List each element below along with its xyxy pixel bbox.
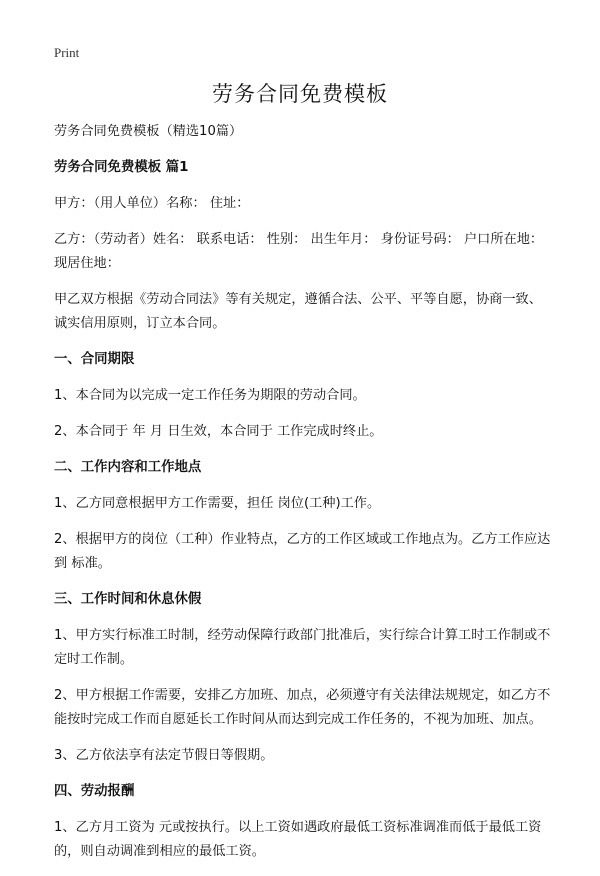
section-heading: 劳务合同免费模板 篇1 xyxy=(54,160,189,175)
paragraph: 1、甲方实行标准工时制，经劳动保障行政部门批准后，实行综合计算工时工作制或不定时工作制。 xyxy=(54,628,551,667)
heading-remuneration: 四、劳动报酬 xyxy=(54,784,135,799)
heading-work-hours: 三、工作时间和休息休假 xyxy=(54,592,202,607)
document-body xyxy=(54,120,554,876)
paragraph: 1、乙方月工资为 元或按执行。以上工资如遇政府最低工资标准调准而低于最低工资的，则自动调准到相应的最低工资。 xyxy=(54,820,542,859)
paragraph: 2、甲方根据工作需要，安排乙方加班、加点，必须遵守有关法律法规规定，如乙方不能按时完成工作而自愿延长工作时间从而达到完成工作任务的，不视为加班、加点。 xyxy=(54,688,551,727)
party-b-paragraph: 乙方：（劳动者）姓名： 联系电话： 性别： 出生年月： 身份证号码： 户口所在地： 现居住地： xyxy=(54,232,544,271)
paragraph: 3、乙方依法享有法定节假日等假期。 xyxy=(54,748,274,763)
heading-contract-term: 一、合同期限 xyxy=(54,352,135,367)
paragraph: 1、本合同为以完成一定工作任务为期限的劳动合同。 xyxy=(54,388,366,403)
intro-paragraph: 甲乙双方根据《劳动合同法》等有关规定，遵循合法、公平、平等自愿，协商一致、诚实信用原则，订立本合同。 xyxy=(54,292,542,331)
paragraph: 2、根据甲方的岗位（工种）作业特点，乙方的工作区域或工作地点为。乙方工作应达到 标准。 xyxy=(54,532,551,571)
page-title: 劳务合同免费模板 xyxy=(212,82,388,106)
paragraph: 1、乙方同意根据甲方工作需要，担任 岗位(工种)工作。 xyxy=(54,496,381,511)
party-a-paragraph: 甲方：（用人单位）名称： 住址： xyxy=(54,196,250,211)
document-subtitle: 劳务合同免费模板（精选10篇） xyxy=(54,124,243,139)
print-link[interactable]: Print xyxy=(54,45,80,60)
paragraph: 2、本合同于 年 月 日生效，本合同于 工作完成时终止。 xyxy=(54,424,383,439)
heading-work-content: 二、工作内容和工作地点 xyxy=(54,460,202,475)
